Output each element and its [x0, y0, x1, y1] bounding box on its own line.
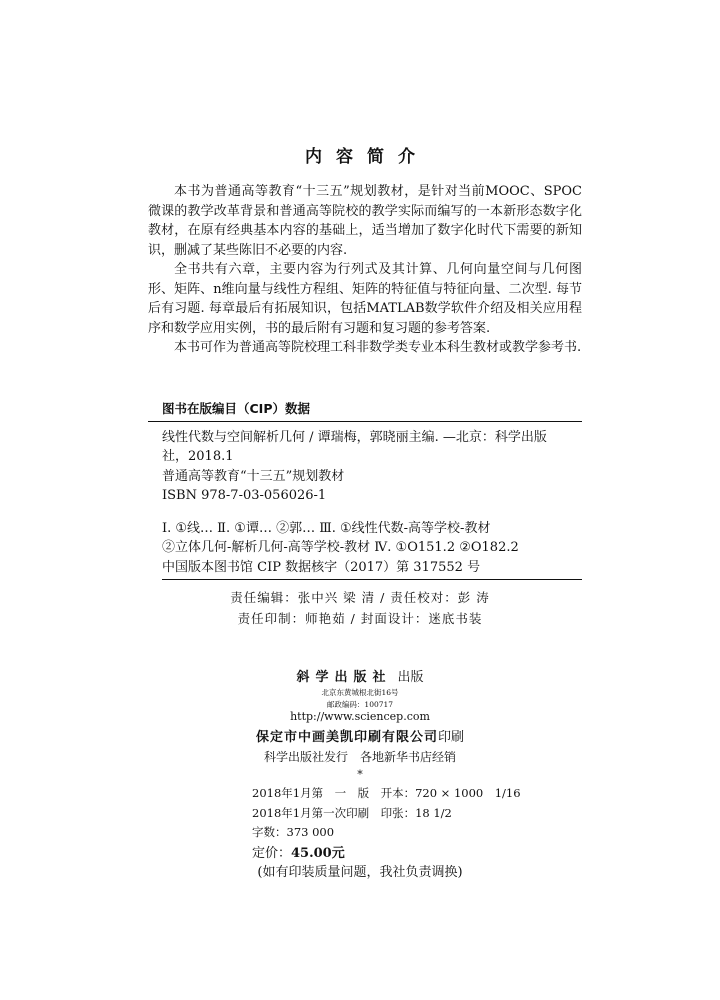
cip-data-block [148, 399, 582, 580]
cip-line-isbn: ISBN 978-7-03-056026-1 [162, 488, 327, 503]
word-count: 字数：373 000 [252, 825, 335, 839]
publisher-line [0, 666, 720, 685]
cip-heading: 图书在版编目（CIP）数据 [148, 399, 582, 422]
cip-body [148, 422, 582, 581]
printer-suffix: 印刷 [438, 730, 465, 745]
cip-line-record-number: 中国版本图书馆 CIP 数据核字（2017）第 317552 号 [162, 558, 582, 581]
publisher-url: http://www.sciencep.com [290, 710, 430, 723]
quality-notice: (如有印装质量问题，我社负责调换) [257, 865, 463, 880]
cip-line-classification-1: Ⅰ. ①线… Ⅱ. ①谭… ②郭… Ⅲ. ①线性代数-高等学校-教材 [162, 520, 491, 536]
publisher-suffix: 出版 [397, 670, 424, 685]
editor-credits: 责任编辑：张中兴 梁 清 / 责任校对：彭 涛 [230, 590, 490, 605]
intro-paragraph-3: 本书可作为普通高等院校理工科非数学类专业本科生教材或教学参考书. [174, 340, 582, 355]
price-value: 45.00元 [291, 846, 345, 861]
intro-paragraph-2: 全书共有六章，主要内容为行列式及其计算、几何向量空间与几何图形、矩阵、n维向量与线性方程组、矩阵的特征值与特征向量、二次型. 每节后有习题. 每章最后有拓展知识，包括MATLAB数学软件介绍及相关应用程序和数学应用实例，书的最后附有习题和复习题的参考答案. [148, 262, 582, 336]
cip-spacer [162, 506, 582, 519]
price-line [252, 842, 552, 861]
page-title: 内容简介 [305, 147, 429, 167]
publisher-address: 北京东黄城根北街16号 [321, 688, 399, 697]
intro-paragraph-1: 本书为普通高等教育“十三五”规划教材，是针对当前MOOC、SPOC微课的教学改革背景和普通高等院校的教学实际而编写的一本新形态数字化教材，在原有经典基本内容的基础上，适当增加了数字化时代下需要的新知识，删减了某些陈旧不必要的内容. [148, 184, 582, 258]
book-introduction [148, 182, 582, 358]
separator-star: * [357, 768, 363, 781]
price-label: 定价： [252, 846, 292, 861]
cip-line-title: 线性代数与空间解析几何 / 谭瑞梅，郭晓丽主编. —北京：科学出版 [162, 429, 547, 445]
edition-info: 2018年1月第 一 版 开本：720 × 1000 1/16 [252, 786, 521, 800]
cip-line-series: 普通高等教育“十三五”规划教材 [162, 468, 345, 484]
cip-line-classification-2: ②立体几何-解析几何-高等学校-教材 Ⅳ. ①O151.2 ②O182.2 [162, 540, 519, 555]
printer-name: 保定市中画美凯印刷有限公司 [255, 730, 438, 745]
publisher-postcode: 邮政编码：100717 [326, 700, 394, 709]
printing-info: 2018年1月第一次印刷 印张：18 1/2 [252, 806, 452, 820]
publisher-name: 斜学出版社 [296, 670, 392, 685]
printer-line [0, 726, 720, 745]
cip-line-publisher: 社，2018.1 [162, 449, 234, 464]
production-credits: 责任印制：师艳茹 / 封面设计：迷底书装 [237, 611, 483, 626]
distribution-line: 科学出版社发行 各地新华书店经销 [263, 750, 456, 764]
